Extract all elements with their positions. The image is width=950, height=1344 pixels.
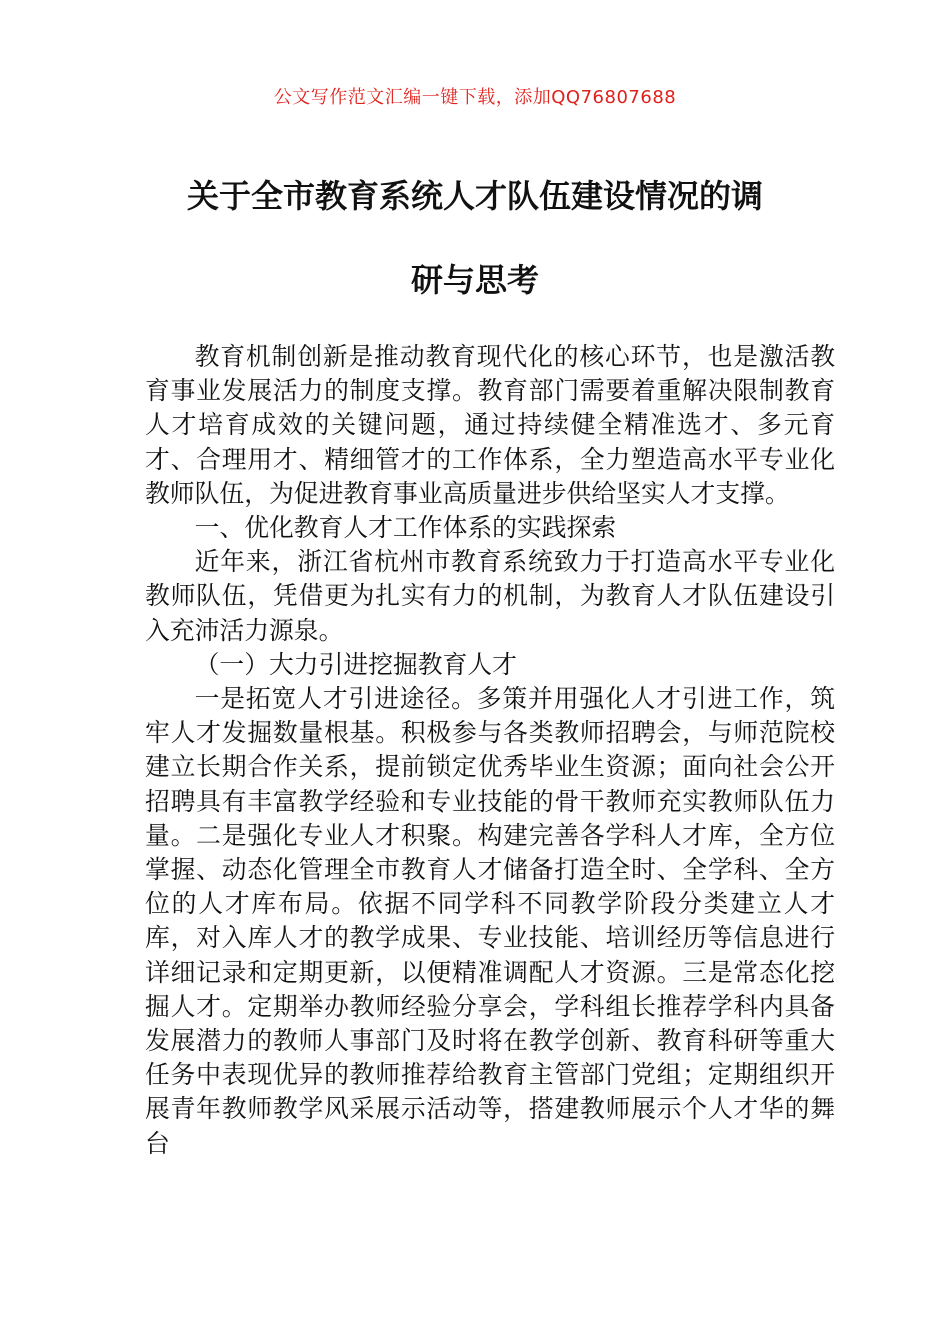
section-intro-paragraph: 近年来，浙江省杭州市教育系统致力于打造高水平专业化教师队伍，凭借更为扎实有力的机制，为教育人才队伍建设引入充沛活力源泉。 <box>145 547 835 645</box>
document-body <box>145 340 835 1161</box>
intro-paragraph: 教育机制创新是推动教育现代化的核心环节，也是激活教育事业发展活力的制度支撑。教育部门需要着重解决限制教育人才培育成效的关键问题，通过持续健全精准选才、多元育才、合理用才、精细管才的工作体系，全力塑造高水平专业化教师队伍，为促进教育事业高质量进步供给坚实人才支撑。 <box>145 342 835 508</box>
header-banner: 公文写作范文汇编一键下载，添加QQ76807688 <box>273 87 677 108</box>
subsection-body-paragraph: 一是拓宽人才引进途径。多策并用强化人才引进工作，筑牢人才发掘数量根基。积极参与各类教师招聘会，与师范院校建立长期合作关系，提前锁定优秀毕业生资源；面向社会公开招聘具有丰富教学经验和专业技能的骨干教师充实教师队伍力量。二是强化专业人才积聚。构建完善各学科人才库，全方位掌握、动态化管理全市教育人才储备打造全时、全学科、全方位的人才库布局。依据不同学科不同教学阶段分类建立人才库，对入库人才的教学成果、专业技能、培训经历等信息进行详细记录和定期更新，以便精准调配人才资源。三是常态化挖掘人才。定期举办教师经验分享会，学科组长推荐学科内具备发展潜力的教师人事部门及时将在教学创新、教育科研等重大任务中表现优异的教师推荐给教育主管部门党组；定期组织开展青年教师教学风采展示活动等，搭建教师展示个人才华的舞台 <box>145 684 835 1158</box>
document-title <box>110 172 840 340</box>
title-line-1: 关于全市教育系统人才队伍建设情况的调 <box>186 177 763 215</box>
title-line-2: 研与思考 <box>410 261 539 299</box>
subsection-heading-1: （一）大力引进挖掘教育人才 <box>194 649 517 679</box>
section-heading-1: 一、优化教育人才工作体系的实践探索 <box>194 513 617 543</box>
